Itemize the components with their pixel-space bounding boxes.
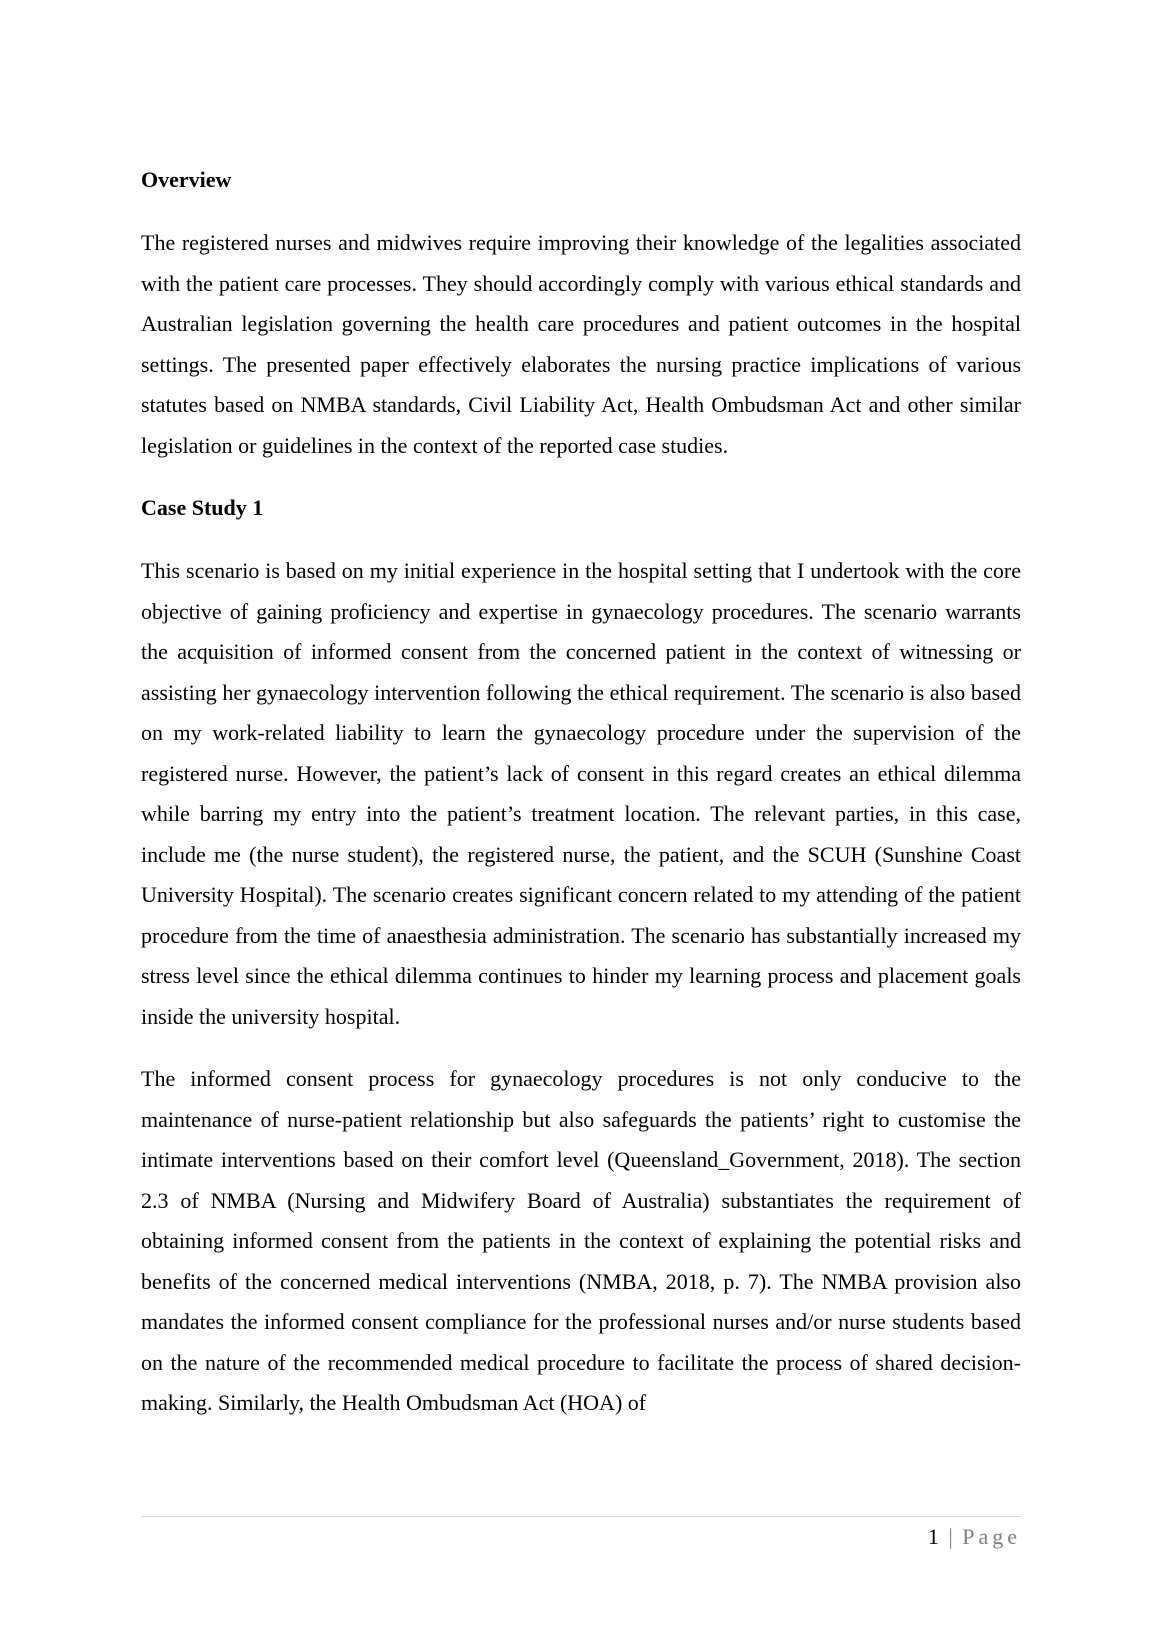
page-number-separator: | <box>948 1524 953 1549</box>
page-footer <box>141 1516 1021 1549</box>
paragraph: This scenario is based on my initial experience in the hospital setting that I undertook with the core objective of gaining proficiency and expertise in gynaecology procedures. The scenario warrants the acquisition of informed consent from the concerned patient in the context of witnessing or assisting her gynaecology intervention following the ethical requirement. The scenario is also based on my work-related liability to learn the gynaecology procedure under the supervision of the registered nurse. However, the patient’s lack of consent in this regard creates an ethical dilemma while barring my entry into the patient’s treatment location. The relevant parties, in this case, include me (the nurse student), the registered nurse, the patient, and the SCUH (Sunshine Coast University Hospital). The scenario creates significant concern related to my attending of the patient procedure from the time of anaesthesia administration. The scenario has substantially increased my stress level since the ethical dilemma continues to hinder my learning process and placement goals inside the university hospital. <box>141 558 1021 1029</box>
document-body <box>141 160 1021 1446</box>
page-label: Page <box>962 1524 1021 1549</box>
page-number-value: 1 <box>927 1524 939 1549</box>
paragraph: The informed consent process for gynaecology procedures is not only conducive to the maintenance of nurse-patient relationship but also safeguards the patients’ right to customise the intimate interventions based on their comfort level (Queensland_Government, 2018). The section 2.3 of NMBA (Nursing and Midwifery Board of Australia) substantiates the requirement of obtaining informed consent from the patients in the context of explaining the potential risks and benefits of the concerned medical interventions (NMBA, 2018, p. 7). The NMBA provision also mandates the informed consent compliance for the professional nurses and/or nurse students based on the nature of the recommended medical procedure to facilitate the process of shared decision-making. Similarly, the Health Ombudsman Act (HOA) of <box>141 1066 1021 1415</box>
section-heading: Overview <box>141 167 232 192</box>
section-overview <box>141 160 1021 466</box>
section-heading: Case Study 1 <box>141 495 264 520</box>
section-case-study-1 <box>141 488 1021 1424</box>
page-number <box>928 1523 1021 1551</box>
paragraph: The registered nurses and midwives require improving their knowledge of the legalities associated with the patient care processes. They should accordingly comply with various ethical standards and Australian legislation governing the health care procedures and patient outcomes in the hospital settings. The presented paper effectively elaborates the nursing practice implications of various statutes based on NMBA standards, Civil Liability Act, Health Ombudsman Act and other similar legislation or guidelines in the context of the reported case studies. <box>141 230 1021 458</box>
